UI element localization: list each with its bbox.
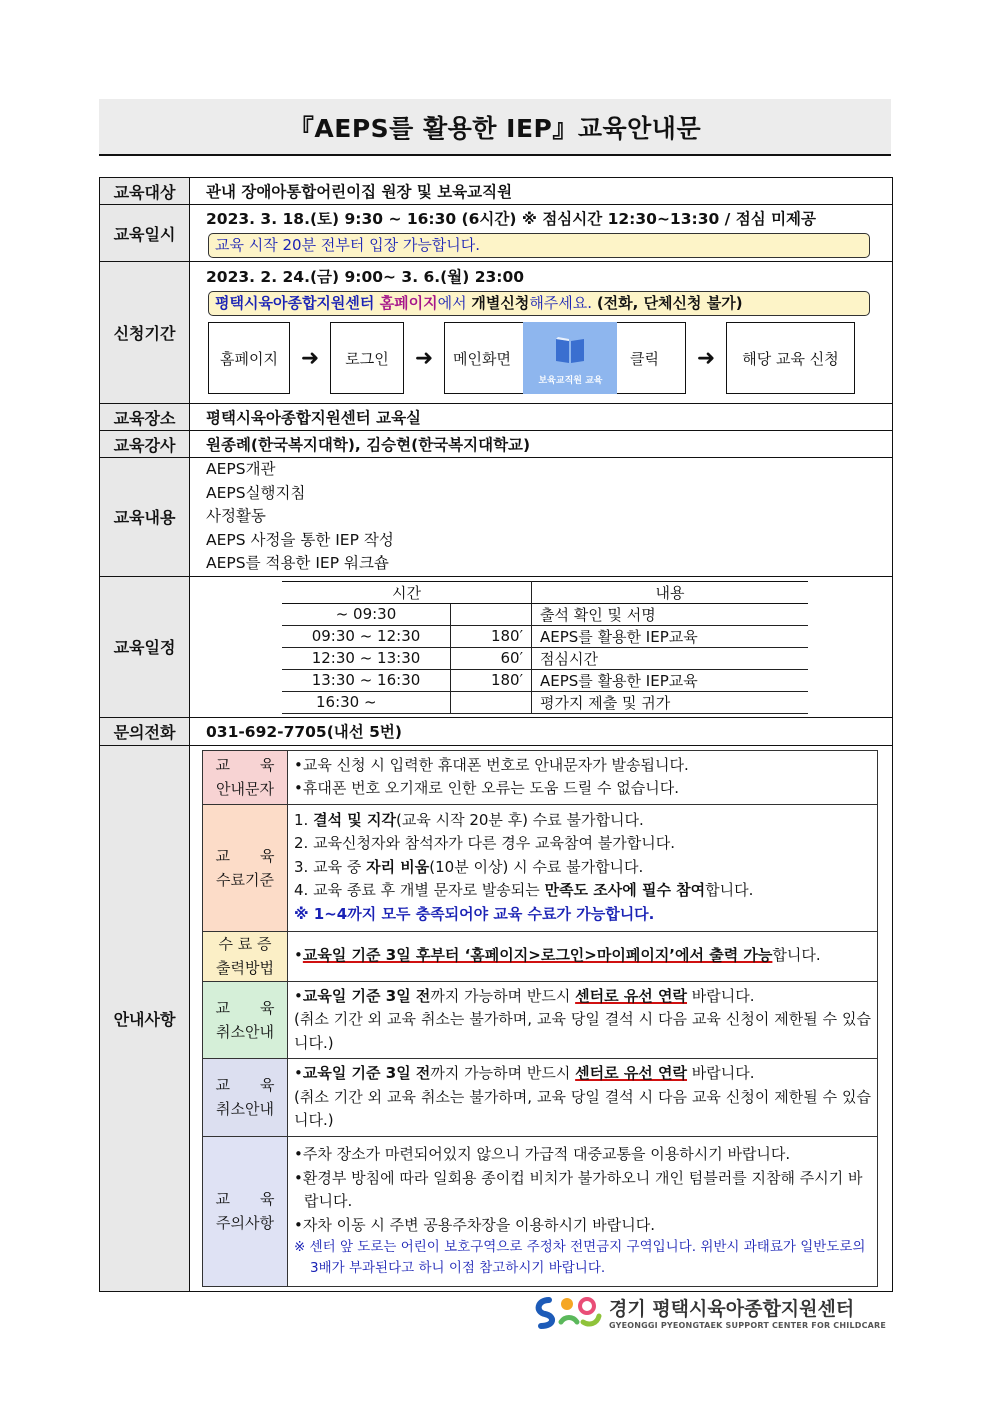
label-phone: 문의전화 bbox=[100, 717, 190, 745]
row-instructor bbox=[100, 431, 893, 458]
center-logo-icon bbox=[531, 1290, 603, 1334]
guide-cancel-text bbox=[288, 981, 878, 1059]
guide-caution-text bbox=[288, 1136, 878, 1286]
guide-cancel-label-1: 교 육 bbox=[215, 1076, 275, 1095]
step-click-label: 클릭 bbox=[630, 349, 659, 368]
step-homepage: 홈페이지 bbox=[208, 322, 290, 394]
guide-msg-label-1: 교 육 bbox=[215, 756, 275, 774]
criteria-bold: 만족도 조사에 필수 참여 bbox=[544, 881, 706, 900]
criteria-note: ※ 1~4까지 모두 충족되어야 교육 수료가 가능합니다. bbox=[294, 904, 655, 923]
step-main-screen bbox=[444, 322, 686, 394]
guide-criteria-label-2: 수료기준 bbox=[216, 870, 274, 889]
guide-cancel-label-1: 교 육 bbox=[215, 998, 275, 1017]
apply-flow bbox=[208, 322, 892, 394]
value-instructor: 원종례(한국복지대학), 김승현(한국복지대학교) bbox=[190, 431, 893, 458]
sched-content: AEPS를 활용한 IEP교육 bbox=[532, 625, 809, 647]
sched-time: 12:30 ~ 13:30 bbox=[282, 647, 451, 669]
guide-criteria-text bbox=[288, 804, 878, 931]
label-content: 교육내용 bbox=[100, 458, 190, 577]
guide-msg-line: •교육 신청 시 입력한 휴대폰 번호로 안내문자가 발송됩니다. bbox=[294, 755, 689, 774]
arrow-icon: ➜ bbox=[414, 345, 434, 371]
guide-msg-label-2: 안내문자 bbox=[216, 780, 274, 798]
sched-content: AEPS를 활용한 IEP교육 bbox=[532, 669, 809, 691]
guide-cancel-label bbox=[203, 981, 288, 1059]
criteria-num: 3. 교육 중 bbox=[294, 857, 367, 876]
sched-duration: 180′ bbox=[451, 669, 532, 691]
guide-cancel-text bbox=[288, 1059, 878, 1137]
sched-duration: 180′ bbox=[451, 625, 532, 647]
schedule-header bbox=[282, 581, 808, 603]
criteria-bold: 자리 비움 bbox=[366, 857, 430, 876]
step-login: 로그인 bbox=[330, 322, 404, 394]
row-place bbox=[100, 404, 893, 431]
bullet: • bbox=[294, 1064, 303, 1082]
label-place: 교육장소 bbox=[100, 404, 190, 431]
guide-criteria-label-1: 교 육 bbox=[215, 846, 275, 865]
title-banner bbox=[99, 99, 891, 156]
guide-caution-row bbox=[203, 1136, 878, 1286]
guide-criteria-label bbox=[203, 804, 288, 931]
guide-msg-line: •휴대폰 번호 오기재로 인한 오류는 도움 드릴 수 없습니다. bbox=[294, 779, 680, 797]
label-guide: 안내사항 bbox=[100, 745, 190, 1291]
criteria-item bbox=[294, 856, 871, 880]
row-guide bbox=[100, 745, 893, 1291]
criteria-bold: 결석 및 지각 bbox=[313, 810, 396, 829]
sched-duration: 60′ bbox=[451, 647, 532, 669]
row-phone bbox=[100, 717, 893, 745]
org-name-en: GYEONGGI PYEONGTAEK SUPPORT CENTER FOR CHILDCARE bbox=[609, 1321, 887, 1330]
center-logo bbox=[531, 1290, 886, 1334]
cancel-mid: 까지 가능하며 반드시 bbox=[430, 986, 576, 1005]
apply-note-restriction: (전화, 단체신청 불가) bbox=[596, 294, 743, 312]
label-instructor: 교육강사 bbox=[100, 431, 190, 458]
content-item: AEPS를 적용한 IEP 워크숍 bbox=[206, 554, 389, 572]
guide-caution-label bbox=[203, 1136, 288, 1286]
criteria-num: 4. 교육 종료 후 개별 문자로 발송되는 bbox=[294, 881, 545, 900]
guide-msg-row bbox=[203, 750, 878, 804]
criteria-rest: (교육 시작 20분 후) 수료 불가합니다. bbox=[396, 810, 644, 829]
guide-cert-label bbox=[203, 931, 288, 981]
guide-cert-row bbox=[203, 931, 878, 981]
row-datetime bbox=[100, 205, 893, 262]
schedule-row bbox=[282, 603, 808, 625]
cancel-end: 바랍니다. bbox=[687, 1064, 755, 1082]
cancel-line bbox=[294, 985, 871, 1009]
caution-note: ※ 센터 앞 도로는 어린이 보호구역으로 주정차 전면금지 구역입니다. 위반시 과태료가 일반도로의 3배가 부과된다고 하니 이점 참고하시기 바랍니다. bbox=[294, 1239, 866, 1276]
schedule-row bbox=[282, 669, 808, 691]
cancel-note: (취소 기간 외 교육 취소는 불가하며, 교육 당일 결석 시 다음 교육 신청이 제한될 수 있습니다.) bbox=[294, 1087, 871, 1129]
content-item: 사정활동 bbox=[206, 507, 266, 525]
cancel-bold: 교육일 기준 3일 전 bbox=[302, 986, 431, 1005]
homepage-link[interactable]: 홈페이지 bbox=[379, 294, 438, 312]
entry-note: 교육 시작 20분 전부터 입장 가능합니다. bbox=[208, 233, 870, 258]
content-item: AEPS개관 bbox=[206, 460, 276, 478]
col-time: 시간 bbox=[282, 581, 532, 603]
col-content: 내용 bbox=[532, 581, 809, 603]
cancel-end: 바랍니다. bbox=[687, 986, 755, 1005]
criteria-rest: (10분 이상) 시 수료 불가합니다. bbox=[429, 857, 644, 876]
sched-time: 16:30 ~ bbox=[282, 691, 451, 713]
row-schedule bbox=[100, 576, 893, 717]
bullet: • bbox=[294, 986, 303, 1005]
apply-note-center: 평택시육아종합지원센터 bbox=[215, 294, 380, 312]
value-datetime: 2023. 3. 18.(토) 9:30 ~ 16:30 (6시간) ※ 점심시간 12:30~13:30 / 점심 미제공 bbox=[206, 210, 816, 228]
cancel-bold: 교육일 기준 3일 전 bbox=[302, 1064, 431, 1082]
guide-caution-label-1: 교 육 bbox=[215, 1190, 275, 1208]
value-place: 평택시육아종합지원센터 교육실 bbox=[190, 404, 893, 431]
guide-cancel-row-2 bbox=[203, 1059, 878, 1137]
guide-cancel-label bbox=[203, 1059, 288, 1137]
step-main-label: 메인화면 bbox=[453, 349, 511, 368]
guide-cancel-label-2: 취소안내 bbox=[216, 1100, 274, 1119]
cert-bold: 교육일 기준 3일 후부터 ‘홈페이지>로그인>마이페이지’에서 출력 가능 bbox=[302, 946, 773, 965]
sched-time: 09:30 ~ 12:30 bbox=[282, 625, 451, 647]
caution-line: •환경부 방침에 따라 일회용 종이컵 비치가 불가하오니 개인 텀블러를 지참해 주시기 바랍니다. bbox=[294, 1168, 863, 1210]
sched-content: 점심시간 bbox=[532, 647, 809, 669]
apply-note-please: 해주세요. bbox=[529, 294, 597, 312]
criteria-item bbox=[294, 879, 871, 903]
cancel-line bbox=[294, 1062, 871, 1086]
sched-duration bbox=[451, 691, 532, 713]
label-schedule: 교육일정 bbox=[100, 576, 190, 717]
book-icon bbox=[554, 335, 586, 365]
info-table bbox=[99, 177, 893, 1292]
row-target bbox=[100, 178, 893, 205]
content-item: AEPS실행지침 bbox=[206, 483, 306, 502]
sched-duration bbox=[451, 603, 532, 625]
schedule-row bbox=[282, 647, 808, 669]
value-apply: 2023. 2. 24.(금) 9:00~ 3. 6.(월) 23:00 bbox=[206, 268, 525, 286]
step-apply-course: 해당 교육 신청 bbox=[726, 322, 855, 394]
schedule-row bbox=[282, 625, 808, 647]
sched-time: 13:30 ~ 16:30 bbox=[282, 669, 451, 691]
guide-cancel-label-2: 취소안내 bbox=[216, 1022, 274, 1041]
staff-education-button[interactable] bbox=[523, 322, 617, 394]
sched-content: 출석 확인 및 서명 bbox=[532, 603, 809, 625]
label-datetime: 교육일시 bbox=[100, 205, 190, 262]
cancel-mid: 까지 가능하며 반드시 bbox=[430, 1064, 576, 1082]
page-title: 『AEPS를 활용한 IEP』교육안내문 bbox=[288, 113, 702, 143]
apply-note-at: 에서 bbox=[437, 294, 472, 312]
staff-education-label: 보육교직원 교육 bbox=[538, 376, 603, 386]
row-content bbox=[100, 458, 893, 577]
row-apply bbox=[100, 262, 893, 404]
guide-cert-label-2: 출력방법 bbox=[216, 959, 274, 977]
org-name: 경기 평택시육아종합지원센터 bbox=[609, 1298, 855, 1320]
criteria-rest: 합니다. bbox=[705, 881, 754, 900]
criteria-num: 1. bbox=[294, 810, 314, 829]
guide-criteria-row bbox=[203, 804, 878, 931]
content-item: AEPS 사정을 통한 IEP 작성 bbox=[206, 530, 394, 549]
guide-msg-text bbox=[288, 750, 878, 804]
guide-table bbox=[202, 750, 878, 1287]
criteria-item bbox=[294, 809, 871, 833]
guide-cert-text bbox=[288, 931, 878, 981]
value-phone: 031-692-7705(내선 5번) bbox=[190, 717, 893, 745]
schedule-row bbox=[282, 691, 808, 713]
label-target: 교육대상 bbox=[100, 178, 190, 205]
criteria-item: 2. 교육신청자와 참석자가 다른 경우 교육참여 불가합니다. bbox=[294, 834, 675, 853]
cancel-note: (취소 기간 외 교육 취소는 불가하며, 교육 당일 결석 시 다음 교육 신청이 제한될 수 있습니다.) bbox=[294, 1010, 871, 1052]
guide-cancel-row bbox=[203, 981, 878, 1059]
arrow-icon: ➜ bbox=[300, 345, 320, 371]
sched-time: ~ 09:30 bbox=[282, 603, 451, 625]
arrow-icon: ➜ bbox=[696, 345, 716, 371]
cancel-contact: 센터로 유선 연락 bbox=[575, 986, 688, 1005]
cancel-contact: 센터로 유선 연락 bbox=[575, 1064, 688, 1082]
guide-msg-label bbox=[203, 750, 288, 804]
apply-note bbox=[208, 291, 870, 316]
caution-line: •주차 장소가 마련되어있지 않으니 가급적 대중교통을 이용하시기 바랍니다. bbox=[294, 1145, 791, 1163]
sched-content: 평가지 제출 및 귀가 bbox=[532, 691, 809, 713]
label-apply: 신청기간 bbox=[100, 262, 190, 404]
cert-rest: 합니다. bbox=[772, 946, 821, 965]
bullet: • bbox=[294, 946, 303, 965]
guide-cert-label-1: 수 료 증 bbox=[218, 935, 272, 953]
apply-note-individual: 개별신청 bbox=[471, 294, 530, 312]
value-target: 관내 장애아통합어린이집 원장 및 보육교직원 bbox=[190, 178, 893, 205]
guide-caution-label-2: 주의사항 bbox=[216, 1214, 274, 1232]
schedule-table bbox=[282, 581, 808, 714]
caution-line: •자차 이동 시 주변 공용주차장을 이용하시기 바랍니다. bbox=[294, 1215, 656, 1234]
